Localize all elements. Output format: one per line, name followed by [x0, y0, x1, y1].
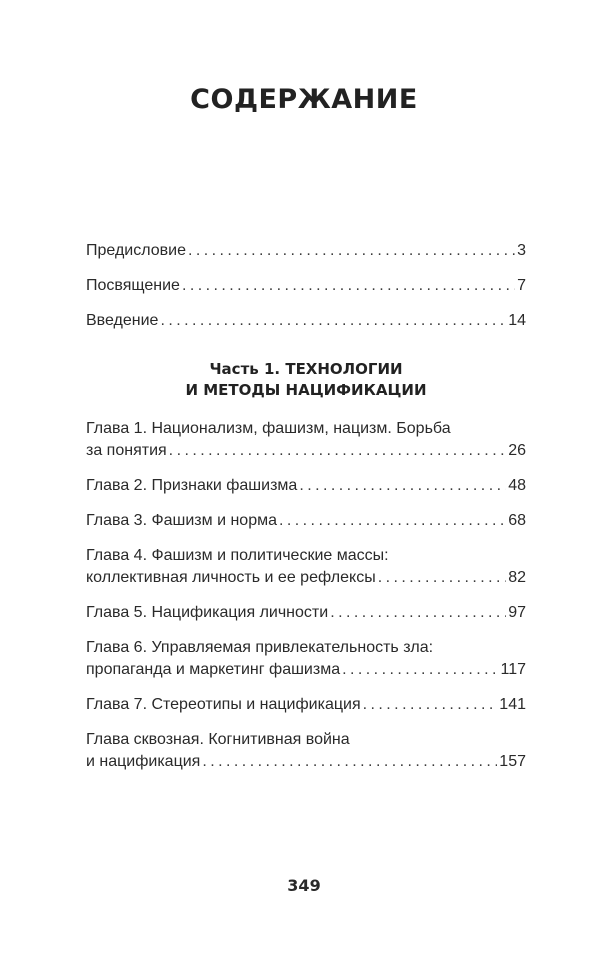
toc-entry-dedication[interactable]: [86, 275, 526, 297]
toc-entry-title: Глава 5. Нацификация личности: [86, 604, 329, 621]
toc-entry-page: 48: [508, 477, 526, 494]
toc-entry-title: Предисловие: [86, 242, 186, 259]
table-of-contents: [86, 240, 526, 786]
toc-entry-preface[interactable]: [86, 240, 526, 262]
toc-entry-chapter-6[interactable]: [86, 637, 526, 681]
toc-entry-chapter-4[interactable]: [86, 545, 526, 589]
toc-entry-chapter-crosscutting[interactable]: [86, 729, 526, 773]
dot-leader: [202, 751, 497, 773]
toc-entry-chapter-1[interactable]: [86, 418, 526, 462]
part-heading-line1: Часть 1. ТЕХНОЛОГИИ: [209, 360, 403, 378]
toc-entry-page: 97: [508, 604, 526, 621]
toc-entry-chapter-7[interactable]: [86, 694, 526, 716]
dot-leader: [160, 310, 506, 332]
toc-entry-title: Введение: [86, 312, 159, 329]
dot-leader: [169, 440, 507, 462]
toc-entry-page: 82: [508, 569, 526, 586]
dot-leader: [299, 475, 506, 497]
toc-entry-page: 26: [508, 442, 526, 459]
toc-entry-title: Глава 2. Признаки фашизма: [86, 477, 298, 494]
toc-entry-page: 68: [508, 512, 526, 529]
toc-entry-chapter-3[interactable]: [86, 510, 526, 532]
toc-entry-title-line2: и нацификация: [86, 753, 201, 770]
dot-leader: [363, 694, 498, 716]
toc-entry-title: Посвящение: [86, 277, 180, 294]
part-heading-line2: И МЕТОДЫ НАЦИФИКАЦИИ: [185, 381, 427, 399]
toc-entry-chapter-2[interactable]: [86, 475, 526, 497]
page-title: СОДЕРЖАНИЕ: [190, 84, 418, 115]
toc-entry-chapter-5[interactable]: [86, 602, 526, 624]
dot-leader: [279, 510, 506, 532]
dot-leader: [330, 602, 506, 624]
dot-leader: [182, 275, 515, 297]
toc-entry-title: Глава 3. Фашизм и норма: [86, 512, 277, 529]
toc-entry-title-line1: Глава сквозная. Когнитивная война: [86, 731, 350, 748]
toc-entry-title-line1: Глава 6. Управляемая привлекательность зла:: [86, 639, 434, 656]
toc-entry-title: Глава 7. Стереотипы и нацификация: [86, 696, 361, 713]
dot-leader: [188, 240, 515, 262]
toc-entry-title-line2: коллективная личность и ее рефлексы: [86, 569, 376, 586]
toc-entry-introduction[interactable]: [86, 310, 526, 332]
toc-entry-page: 3: [517, 242, 526, 259]
toc-entry-page: 14: [508, 312, 526, 329]
toc-entry-page: 117: [500, 661, 526, 678]
toc-entry-page: 157: [499, 753, 526, 770]
toc-entry-title-line1: Глава 1. Национализм, фашизм, нацизм. Борьба: [86, 420, 451, 437]
dot-leader: [378, 567, 507, 589]
dot-leader: [342, 659, 498, 681]
part-heading: [86, 359, 526, 401]
toc-entry-title-line1: Глава 4. Фашизм и политические массы:: [86, 547, 389, 564]
page-number: 349: [287, 876, 321, 895]
toc-entry-title-line2: за понятия: [86, 442, 167, 459]
toc-entry-title-line2: пропаганда и маркетинг фашизма: [86, 661, 341, 678]
toc-entry-page: 7: [517, 277, 526, 294]
toc-entry-page: 141: [499, 696, 526, 713]
